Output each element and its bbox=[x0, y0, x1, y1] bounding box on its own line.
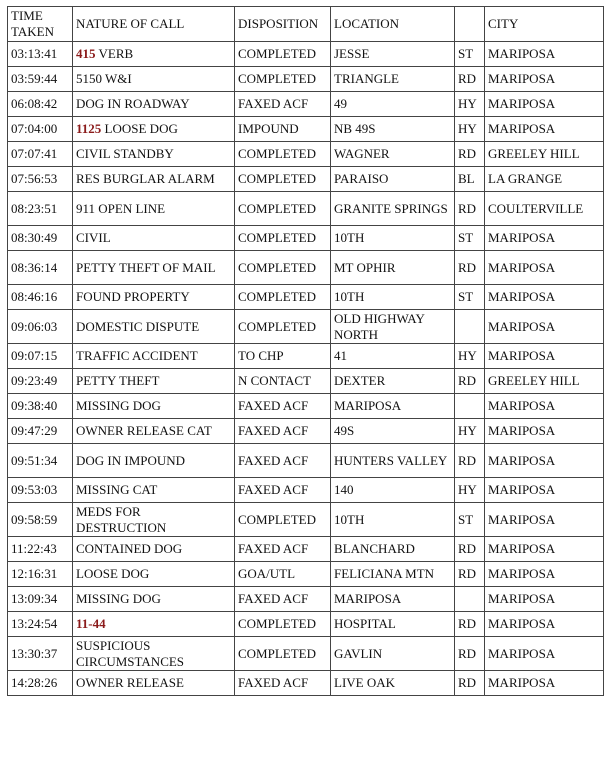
location-cell: TRIANGLE bbox=[331, 67, 455, 92]
call-nature: MISSING CAT bbox=[76, 482, 158, 497]
table-row bbox=[8, 167, 604, 192]
call-nature: LOOSE DOG bbox=[76, 566, 150, 581]
call-nature: DOMESTIC DISPUTE bbox=[76, 318, 200, 334]
location-cell: 49S bbox=[331, 419, 455, 444]
time-cell: 08:23:51 bbox=[8, 192, 73, 226]
time-cell: 09:51:34 bbox=[8, 444, 73, 478]
table-row bbox=[8, 671, 604, 696]
table-row bbox=[8, 67, 604, 92]
city-cell: MARIPOSA bbox=[485, 67, 604, 92]
table-row bbox=[8, 344, 604, 369]
suffix-cell bbox=[455, 394, 485, 419]
location-cell: MT OPHIR bbox=[331, 251, 455, 285]
city-cell: GREELEY HILL bbox=[485, 142, 604, 167]
location-cell: 140 bbox=[331, 478, 455, 503]
location-cell: 10TH bbox=[331, 285, 455, 310]
call-nature: VERB bbox=[95, 46, 134, 61]
table-row bbox=[8, 117, 604, 142]
location-cell: JESSE bbox=[331, 42, 455, 67]
suffix-cell: RD bbox=[455, 612, 485, 637]
city-cell: MARIPOSA bbox=[485, 117, 604, 142]
suffix-cell: RD bbox=[455, 251, 485, 285]
suffix-cell bbox=[455, 310, 485, 344]
suffix-cell: BL bbox=[455, 167, 485, 192]
location-cell: NB 49S bbox=[331, 117, 455, 142]
disposition-cell: FAXED ACF bbox=[235, 444, 331, 478]
time-cell: 14:28:26 bbox=[8, 671, 73, 696]
suffix-cell: RD bbox=[455, 562, 485, 587]
time-cell: 12:16:31 bbox=[8, 562, 73, 587]
location-cell: MARIPOSA bbox=[331, 587, 455, 612]
nature-cell bbox=[73, 587, 235, 612]
location-cell: WAGNER bbox=[331, 142, 455, 167]
nature-cell bbox=[73, 444, 235, 478]
city-cell: MARIPOSA bbox=[485, 310, 604, 344]
nature-cell bbox=[73, 612, 235, 637]
time-cell: 08:30:49 bbox=[8, 226, 73, 251]
time-cell: 09:58:59 bbox=[8, 503, 73, 537]
suffix-cell: HY bbox=[455, 419, 485, 444]
disposition-cell: COMPLETED bbox=[235, 637, 331, 671]
nature-cell bbox=[73, 226, 235, 251]
location-cell: OLD HIGHWAY NORTH bbox=[331, 310, 455, 344]
disposition-cell: N CONTACT bbox=[235, 369, 331, 394]
city-cell: MARIPOSA bbox=[485, 537, 604, 562]
disposition-cell: COMPLETED bbox=[235, 226, 331, 251]
time-cell: 06:08:42 bbox=[8, 92, 73, 117]
city-cell: MARIPOSA bbox=[485, 503, 604, 537]
disposition-cell: COMPLETED bbox=[235, 251, 331, 285]
suffix-cell: RD bbox=[455, 67, 485, 92]
city-cell: GREELEY HILL bbox=[485, 369, 604, 394]
location-cell: 10TH bbox=[331, 503, 455, 537]
city-cell: COULTERVILLE bbox=[485, 192, 604, 226]
time-cell: 09:38:40 bbox=[8, 394, 73, 419]
table-row bbox=[8, 587, 604, 612]
disposition-cell: FAXED ACF bbox=[235, 478, 331, 503]
nature-cell bbox=[73, 117, 235, 142]
time-cell: 08:46:16 bbox=[8, 285, 73, 310]
nature-cell bbox=[73, 562, 235, 587]
time-cell: 13:30:37 bbox=[8, 637, 73, 671]
disposition-cell: COMPLETED bbox=[235, 42, 331, 67]
call-code: 415 bbox=[76, 46, 96, 61]
suffix-cell: RD bbox=[455, 671, 485, 696]
header-disposition: DISPOSITION bbox=[235, 7, 331, 42]
table-row bbox=[8, 251, 604, 285]
nature-cell bbox=[73, 637, 235, 671]
nature-cell bbox=[73, 167, 235, 192]
disposition-cell: FAXED ACF bbox=[235, 587, 331, 612]
time-cell: 03:13:41 bbox=[8, 42, 73, 67]
table-row bbox=[8, 503, 604, 537]
time-cell: 07:04:00 bbox=[8, 117, 73, 142]
city-cell: MARIPOSA bbox=[485, 637, 604, 671]
city-cell: MARIPOSA bbox=[485, 226, 604, 251]
time-cell: 09:53:03 bbox=[8, 478, 73, 503]
disposition-cell: FAXED ACF bbox=[235, 92, 331, 117]
call-nature: CIVIL bbox=[76, 230, 111, 245]
city-cell: MARIPOSA bbox=[485, 671, 604, 696]
location-cell: GAVLIN bbox=[331, 637, 455, 671]
header-row bbox=[8, 7, 604, 42]
nature-cell bbox=[73, 503, 235, 537]
nature-cell bbox=[73, 419, 235, 444]
call-nature: SUSPICIOUS CIRCUMSTANCES bbox=[76, 637, 185, 669]
table-row bbox=[8, 369, 604, 394]
call-nature: PETTY THEFT OF MAIL bbox=[76, 259, 216, 275]
disposition-cell: TO CHP bbox=[235, 344, 331, 369]
nature-cell bbox=[73, 251, 235, 285]
disposition-cell: FAXED ACF bbox=[235, 419, 331, 444]
time-cell: 09:23:49 bbox=[8, 369, 73, 394]
suffix-cell: ST bbox=[455, 503, 485, 537]
nature-cell bbox=[73, 192, 235, 226]
city-cell: MARIPOSA bbox=[485, 285, 604, 310]
table-row bbox=[8, 562, 604, 587]
call-nature: 911 OPEN LINE bbox=[76, 200, 166, 216]
location-cell: LIVE OAK bbox=[331, 671, 455, 696]
city-cell: MARIPOSA bbox=[485, 92, 604, 117]
city-cell: MARIPOSA bbox=[485, 42, 604, 67]
table-row bbox=[8, 226, 604, 251]
nature-cell bbox=[73, 285, 235, 310]
suffix-cell: HY bbox=[455, 92, 485, 117]
location-cell: DEXTER bbox=[331, 369, 455, 394]
time-cell: 07:07:41 bbox=[8, 142, 73, 167]
time-cell: 08:36:14 bbox=[8, 251, 73, 285]
disposition-cell: COMPLETED bbox=[235, 67, 331, 92]
time-cell: 13:09:34 bbox=[8, 587, 73, 612]
nature-cell bbox=[73, 369, 235, 394]
time-cell: 07:56:53 bbox=[8, 167, 73, 192]
suffix-cell: RD bbox=[455, 142, 485, 167]
city-cell: MARIPOSA bbox=[485, 344, 604, 369]
city-cell: MARIPOSA bbox=[485, 478, 604, 503]
disposition-cell: FAXED ACF bbox=[235, 537, 331, 562]
suffix-cell: ST bbox=[455, 42, 485, 67]
nature-cell bbox=[73, 42, 235, 67]
time-cell: 09:07:15 bbox=[8, 344, 73, 369]
suffix-cell: RD bbox=[455, 444, 485, 478]
location-cell: FELICIANA MTN bbox=[331, 562, 455, 587]
nature-cell bbox=[73, 67, 235, 92]
table-row bbox=[8, 478, 604, 503]
call-code: 1125 bbox=[76, 121, 102, 136]
time-cell: 13:24:54 bbox=[8, 612, 73, 637]
location-cell: 10TH bbox=[331, 226, 455, 251]
suffix-cell: RD bbox=[455, 637, 485, 671]
call-nature: DOG IN IMPOUND bbox=[76, 452, 186, 468]
call-nature: CONTAINED DOG bbox=[76, 541, 183, 556]
time-cell: 09:47:29 bbox=[8, 419, 73, 444]
nature-cell bbox=[73, 537, 235, 562]
nature-cell bbox=[73, 344, 235, 369]
disposition-cell: COMPLETED bbox=[235, 142, 331, 167]
suffix-cell: RD bbox=[455, 537, 485, 562]
location-cell: GRANITE SPRINGS bbox=[331, 192, 455, 226]
table-row bbox=[8, 394, 604, 419]
location-cell: MARIPOSA bbox=[331, 394, 455, 419]
header-nature-of-call: NATURE OF CALL bbox=[73, 7, 235, 42]
nature-cell bbox=[73, 92, 235, 117]
city-cell: MARIPOSA bbox=[485, 419, 604, 444]
location-cell: HUNTERS VALLEY bbox=[331, 444, 455, 478]
suffix-cell: HY bbox=[455, 478, 485, 503]
table-row bbox=[8, 285, 604, 310]
location-cell: 49 bbox=[331, 92, 455, 117]
nature-cell bbox=[73, 394, 235, 419]
disposition-cell: COMPLETED bbox=[235, 612, 331, 637]
call-nature: CIVIL STANDBY bbox=[76, 146, 174, 161]
call-nature: OWNER RELEASE CAT bbox=[76, 423, 212, 438]
city-cell: MARIPOSA bbox=[485, 251, 604, 285]
call-code: 11-44 bbox=[76, 616, 106, 631]
header-time-taken: TIME TAKEN bbox=[8, 7, 73, 42]
disposition-cell: COMPLETED bbox=[235, 167, 331, 192]
location-cell: PARAISO bbox=[331, 167, 455, 192]
call-nature: MISSING DOG bbox=[76, 591, 161, 606]
nature-cell bbox=[73, 671, 235, 696]
city-cell: MARIPOSA bbox=[485, 612, 604, 637]
call-nature: PETTY THEFT bbox=[76, 373, 160, 388]
suffix-cell: RD bbox=[455, 192, 485, 226]
city-cell: MARIPOSA bbox=[485, 394, 604, 419]
suffix-cell: RD bbox=[455, 369, 485, 394]
location-cell: BLANCHARD bbox=[331, 537, 455, 562]
table-row bbox=[8, 444, 604, 478]
disposition-cell: GOA/UTL bbox=[235, 562, 331, 587]
call-nature: DOG IN ROADWAY bbox=[76, 96, 190, 111]
nature-cell bbox=[73, 310, 235, 344]
call-nature: TRAFFIC ACCIDENT bbox=[76, 348, 198, 363]
table-row bbox=[8, 419, 604, 444]
call-nature: RES BURGLAR ALARM bbox=[76, 171, 215, 186]
call-log-body bbox=[8, 42, 604, 696]
time-cell: 09:06:03 bbox=[8, 310, 73, 344]
table-row bbox=[8, 192, 604, 226]
header-city: CITY bbox=[485, 7, 604, 42]
nature-cell bbox=[73, 142, 235, 167]
suffix-cell: ST bbox=[455, 226, 485, 251]
suffix-cell: HY bbox=[455, 117, 485, 142]
table-row bbox=[8, 612, 604, 637]
location-cell: 41 bbox=[331, 344, 455, 369]
disposition-cell: FAXED ACF bbox=[235, 394, 331, 419]
call-nature: MISSING DOG bbox=[76, 398, 161, 413]
header-suffix bbox=[455, 7, 485, 42]
disposition-cell: COMPLETED bbox=[235, 310, 331, 344]
call-nature: FOUND PROPERTY bbox=[76, 289, 190, 304]
location-cell: HOSPITAL bbox=[331, 612, 455, 637]
call-nature: MEDS FOR DESTRUCTION bbox=[76, 503, 167, 535]
disposition-cell: FAXED ACF bbox=[235, 671, 331, 696]
table-row bbox=[8, 92, 604, 117]
call-log-table bbox=[7, 6, 604, 696]
time-cell: 11:22:43 bbox=[8, 537, 73, 562]
disposition-cell: COMPLETED bbox=[235, 285, 331, 310]
suffix-cell: HY bbox=[455, 344, 485, 369]
city-cell: MARIPOSA bbox=[485, 587, 604, 612]
table-row bbox=[8, 42, 604, 67]
nature-cell bbox=[73, 478, 235, 503]
disposition-cell: COMPLETED bbox=[235, 192, 331, 226]
time-cell: 03:59:44 bbox=[8, 67, 73, 92]
suffix-cell bbox=[455, 587, 485, 612]
header-location: LOCATION bbox=[331, 7, 455, 42]
city-cell: MARIPOSA bbox=[485, 562, 604, 587]
suffix-cell: ST bbox=[455, 285, 485, 310]
city-cell: MARIPOSA bbox=[485, 444, 604, 478]
call-nature: LOOSE DOG bbox=[101, 121, 178, 136]
call-nature: 5150 W&I bbox=[76, 71, 132, 86]
table-row bbox=[8, 637, 604, 671]
disposition-cell: IMPOUND bbox=[235, 117, 331, 142]
call-nature: OWNER RELEASE bbox=[76, 675, 184, 690]
table-row bbox=[8, 142, 604, 167]
city-cell: LA GRANGE bbox=[485, 167, 604, 192]
table-row bbox=[8, 537, 604, 562]
table-row bbox=[8, 310, 604, 344]
disposition-cell: COMPLETED bbox=[235, 503, 331, 537]
